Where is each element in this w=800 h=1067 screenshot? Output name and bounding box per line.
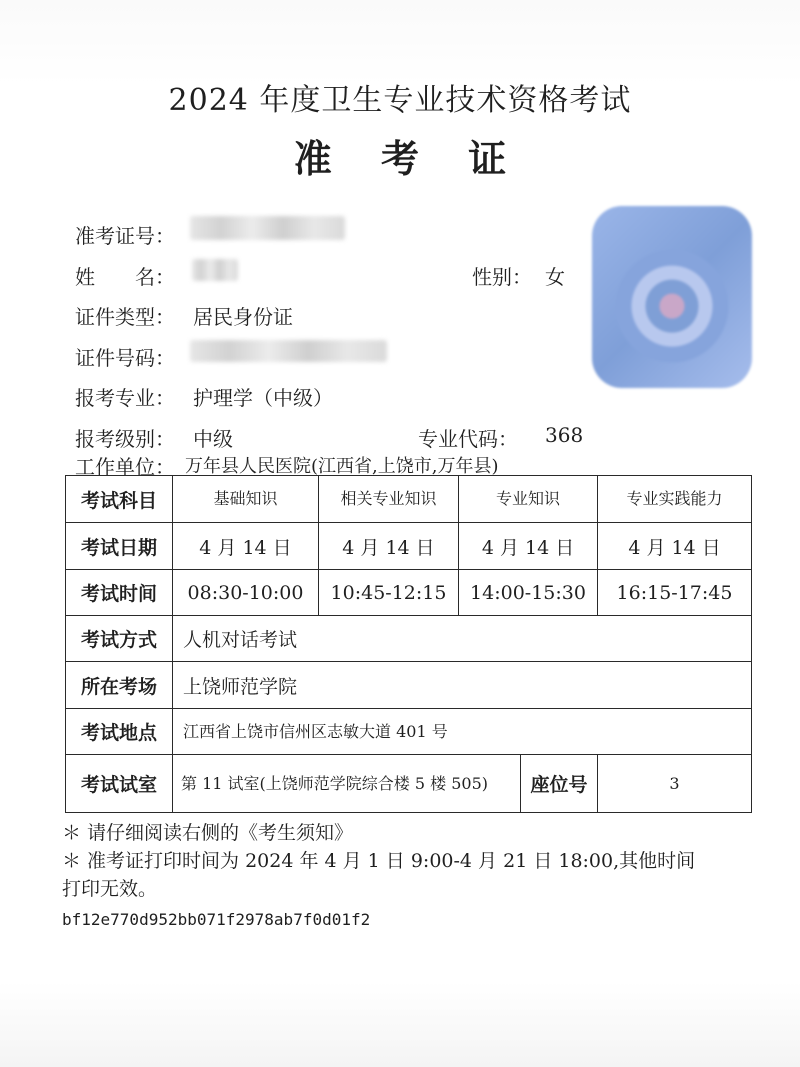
level-value: 中级	[193, 427, 233, 451]
note-line-3: 打印无效。	[62, 878, 158, 900]
applicant-photo-redacted	[592, 206, 752, 388]
address-header: 考试地点	[66, 709, 173, 755]
seat-header: 座位号	[521, 755, 598, 813]
room-header: 考试试室	[66, 755, 173, 813]
time-cell: 14:00-15:30	[459, 570, 598, 616]
center-value: 上饶师范学院	[173, 662, 752, 709]
date-cell: 4 月 14 日	[598, 523, 752, 570]
major-value: 护理学（中级）	[193, 386, 333, 410]
major-code-value: 368	[545, 423, 584, 447]
time-row	[66, 570, 752, 616]
center-row	[66, 662, 752, 709]
address-row	[66, 709, 752, 755]
time-cell: 08:30-10:00	[173, 570, 319, 616]
subject-cell: 专业实践能力	[598, 476, 752, 523]
subject-row	[66, 476, 752, 523]
time-cell: 10:45-12:15	[319, 570, 459, 616]
mode-header: 考试方式	[66, 616, 173, 662]
center-header: 所在考场	[66, 662, 173, 709]
room-value: 第 11 试室(上饶师范学院综合楼 5 楼 505)	[173, 755, 521, 813]
date-cell: 4 月 14 日	[319, 523, 459, 570]
room-row	[66, 755, 752, 813]
mode-row	[66, 616, 752, 662]
level-label: 报考级别：	[75, 427, 175, 451]
note-line-1: ＊ 请仔细阅读右侧的《考生须知》	[62, 822, 354, 844]
id-type-label: 证件类型：	[75, 305, 175, 329]
id-type-value: 居民身份证	[193, 305, 293, 329]
ticket-heading: 准 考 证	[293, 136, 525, 181]
id-number-label: 证件号码：	[75, 346, 175, 370]
date-header: 考试日期	[66, 523, 173, 570]
subject-cell: 基础知识	[173, 476, 319, 523]
address-value: 江西省上饶市信州区志敏大道 401 号	[173, 709, 752, 755]
date-cell: 4 月 14 日	[173, 523, 319, 570]
exam-schedule-table	[65, 475, 752, 813]
date-row	[66, 523, 752, 570]
name-label: 姓 名：	[75, 265, 175, 289]
id-number-redacted	[190, 340, 387, 362]
mode-value: 人机对话考试	[173, 616, 752, 662]
ticket-number-redacted	[190, 216, 345, 240]
seat-value: 3	[598, 755, 752, 813]
verification-hash: bf12e770d952bb071f2978ab7f0d01f2	[62, 910, 371, 929]
exam-title: 2024 年度卫生专业技术资格考试	[168, 83, 632, 118]
ticket-number-label: 准考证号：	[75, 224, 175, 248]
time-header: 考试时间	[66, 570, 173, 616]
gender-label: 性别：	[472, 265, 532, 289]
name-redacted	[192, 259, 238, 281]
subject-header: 考试科目	[66, 476, 173, 523]
time-cell: 16:15-17:45	[598, 570, 752, 616]
subject-cell: 专业知识	[459, 476, 598, 523]
major-code-label: 专业代码：	[418, 427, 518, 451]
gender-value: 女	[545, 265, 565, 289]
subject-cell: 相关专业知识	[319, 476, 459, 523]
note-line-2: ＊ 准考证打印时间为 2024 年 4 月 1 日 9:00-4 月 21 日 18:00,其他时间	[62, 850, 696, 872]
employer-label: 工作单位：	[75, 455, 175, 479]
employer-value: 万年县人民医院(江西省,上饶市,万年县)	[185, 456, 499, 477]
date-cell: 4 月 14 日	[459, 523, 598, 570]
major-label: 报考专业：	[75, 386, 175, 410]
